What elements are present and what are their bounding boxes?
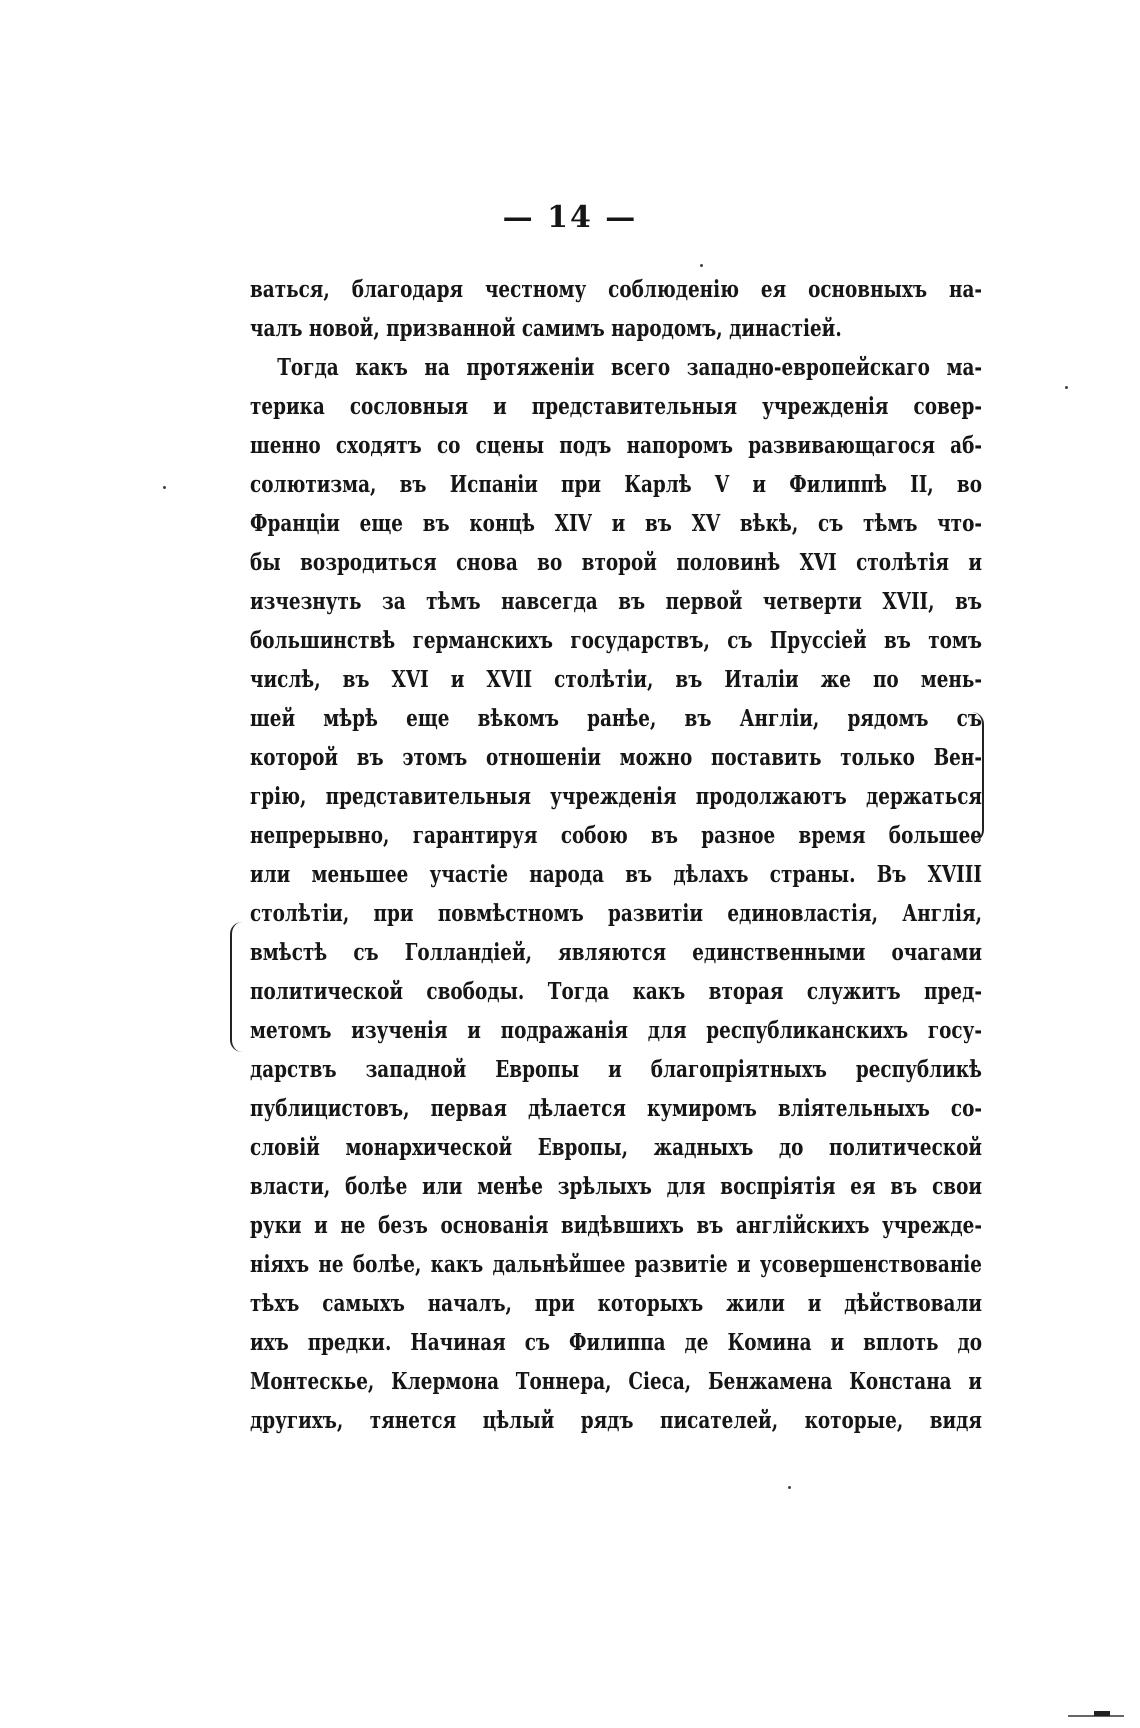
text-line: бы возродиться снова во второй половинѣ XVI столѣтія и: [250, 549, 982, 576]
page-number: — 14 —: [502, 200, 638, 235]
text-line: шенно сходятъ со сцены подъ напоромъ развивающагося аб-: [250, 432, 982, 459]
text-line: власти, болѣе или менѣе зрѣлыхъ для воспріятія ея въ свои: [250, 1173, 982, 1200]
text-line: ніяхъ не болѣе, какъ дальнѣйшее развитіе и усовершенствованіе: [250, 1251, 982, 1278]
ink-speck: [1065, 386, 1068, 389]
text-line: или меньшее участіе народа въ дѣлахъ страны. Въ XVIII: [250, 861, 982, 888]
text-line: метомъ изученія и подражанія для республиканскихъ госу-: [250, 1017, 982, 1044]
text-line: вмѣстѣ съ Голландіей, являются единственными очагами: [250, 939, 982, 966]
text-line: ваться, благодаря честному соблюденію ея основныхъ на-: [250, 276, 982, 303]
text-line: шей мѣрѣ еще вѣкомъ ранѣе, въ Англіи, рядомъ съ: [250, 705, 982, 732]
text-line: непрерывно, гарантируя собою въ разное время большее: [250, 822, 982, 849]
ink-speck: [788, 1486, 791, 1489]
text-line: словій монархической Европы, жадныхъ до политической: [250, 1134, 982, 1161]
text-line: публицистовъ, первая дѣлается кумиромъ вліятельныхъ со-: [250, 1095, 982, 1122]
text-line: числѣ, въ XVI и XVII столѣтіи, въ Италіи же по мень-: [250, 666, 982, 693]
text-line: тѣхъ самыхъ началъ, при которыхъ жили и дѣйствовали: [250, 1290, 982, 1317]
ink-speck: [163, 486, 166, 489]
text-line: столѣтіи, при повмѣстномъ развитіи единовластія, Англія,: [250, 900, 982, 927]
text-line: дарствъ западной Европы и благопріятныхъ республикѣ: [250, 1056, 982, 1083]
page-edge-mark: [1068, 1710, 1124, 1718]
text-line: руки и не безъ основанія видѣвшихъ въ англійскихъ учрежде-: [250, 1212, 982, 1239]
text-line: изчезнуть за тѣмъ навсегда въ первой четверти XVII, въ: [250, 588, 982, 615]
margin-bracket-left-mark: [230, 922, 244, 1052]
margin-bracket-right-mark: [972, 712, 984, 842]
text-line: Тогда какъ на протяженіи всего западно-европейскаго ма-: [277, 354, 982, 381]
text-line: которой въ этомъ отношеніи можно поставить только Вен-: [250, 744, 982, 771]
text-line: чалъ новой, призванной самимъ народомъ, династіей.: [250, 315, 842, 342]
text-line: другихъ, тянется цѣлый рядъ писателей, которые, видя: [250, 1407, 982, 1434]
text-line: терика сословныя и представительныя учрежденія совер-: [250, 393, 982, 420]
body-text: [250, 270, 982, 1450]
text-line: Франціи еще въ концѣ XIV и въ XV вѣкѣ, съ тѣмъ что-: [250, 510, 982, 537]
text-line: Монтескье, Клермона Тоннера, Сіеса, Бенжамена Констана и: [250, 1368, 982, 1395]
ink-speck: [700, 264, 703, 267]
text-line: большинствѣ германскихъ государствъ, съ Пруссіей въ томъ: [250, 627, 982, 654]
text-line: солютизма, въ Испаніи при Карлѣ V и Филиппѣ II, во: [250, 471, 982, 498]
text-line: политической свободы. Тогда какъ вторая служитъ пред-: [250, 978, 982, 1005]
text-line: ихъ предки. Начиная съ Филиппа де Комина и вплоть до: [250, 1329, 982, 1356]
text-line: грію, представительныя учрежденія продолжаютъ держаться: [250, 783, 982, 810]
